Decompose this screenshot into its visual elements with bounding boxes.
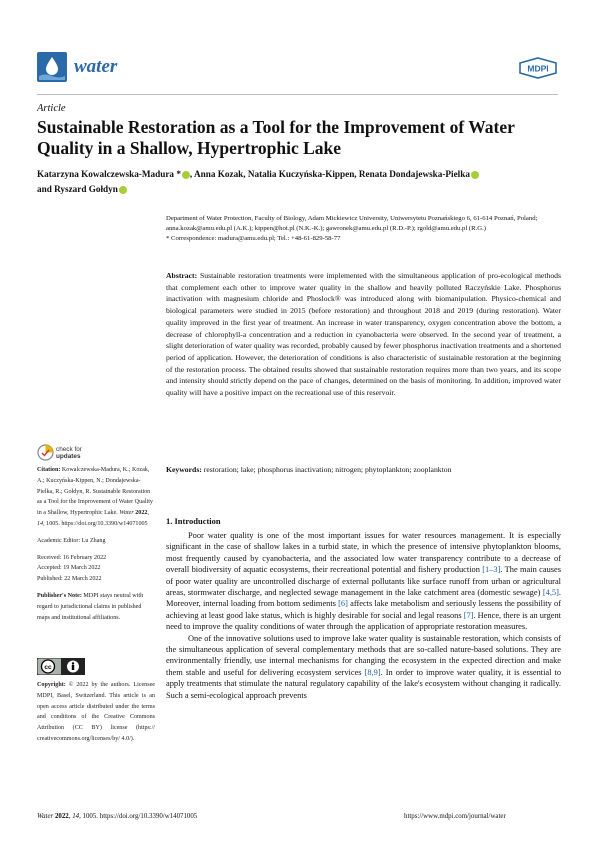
author-corresponding[interactable]: Katarzyna Kowalczewska-Madura * xyxy=(37,169,181,179)
publisher-note-text: MDPI stays neutral with regard to jurisdictional claims in published maps and institutional affiliations. xyxy=(37,592,144,621)
footer-doi[interactable]: , 1005. https://doi.org/10.3390/w14071005 xyxy=(79,813,198,820)
svg-text:MDPI: MDPI xyxy=(527,63,549,74)
orcid-icon[interactable] xyxy=(182,171,190,179)
water-journal-logo xyxy=(37,52,67,82)
orcid-icon[interactable] xyxy=(119,186,127,194)
header-divider xyxy=(37,94,558,95)
check-for-updates-button[interactable] xyxy=(56,446,82,460)
paragraph xyxy=(166,633,561,701)
orcid-icon[interactable] xyxy=(471,171,479,179)
article-title: Sustainable Restoration as a Tool for the Improvement of Water Quality in a Shallow, Hypertrophic Lake xyxy=(37,117,515,158)
svg-text:cc: cc xyxy=(44,664,52,671)
published-date: Published: 22 March 2022 xyxy=(37,576,102,583)
article-type: Article xyxy=(37,103,66,114)
footer-volume: 14 xyxy=(72,813,80,820)
affiliation-text: Department of Water Protection, Faculty of Biology, Adam Mickiewicz University, Uniwersytetu Poznańskiego 6, 61-614 Poznań, Poland; anna.kozak@amu.edu.pl (A.K.); kippen@hot.pl (N.K.-K.); gawronek@amu.edu.pl (R.D.-P.); rgold@amu.edu.pl (R.G.) xyxy=(166,215,538,232)
journal-name: water xyxy=(74,56,118,77)
publisher-note xyxy=(37,591,155,623)
citation-doi[interactable]: , 1005. https://doi.org/10.3390/w14071005 xyxy=(43,520,148,527)
footer-citation: Water 2022, 14, 1005. https://doi.org/10.3390/w14071005 xyxy=(37,813,198,820)
text-run: . Moreover, internal loading from bottom sediments xyxy=(166,588,561,609)
citation-volume: 14 xyxy=(37,520,44,527)
accepted-date: Accepted: 19 March 2022 xyxy=(37,565,101,572)
citation-year: 2022 xyxy=(135,510,148,517)
reference-link[interactable]: [7] xyxy=(463,610,474,620)
text-run: One of the innovative solutions used to improve lake water quality is sustainable restoration, which consists of the simultaneous application of several complementary methods that are so-called nature-based solutions. They are environmentally friendly, use internal mechanisms for changing the ecosystem in the expected direction and make them stable and useful for delivering ecosystem services xyxy=(166,633,561,677)
publisher-note-label: Publisher's Note: xyxy=(37,592,82,599)
correspondence: * Correspondence: madura@amu.edu.pl; Tel.: +48-61-829-58-77 xyxy=(166,234,341,242)
copyright-notice xyxy=(37,680,155,745)
reference-link[interactable]: [4,5] xyxy=(542,588,559,598)
footer-year: 2022 xyxy=(54,813,69,820)
text-run: . In order to improve water quality, it is essential to apply treatments that stimulate the natural regulatory capability of the lake's ecosystem without changing it radically. Such a semi-ecological approach prevents xyxy=(166,667,562,700)
reference-link[interactable]: [8,9] xyxy=(364,667,381,677)
author-list xyxy=(37,167,562,197)
footer-journal-url[interactable]: https://www.mdpi.com/journal/water xyxy=(404,813,506,820)
reference-link[interactable]: [6] xyxy=(338,599,348,609)
mdpi-logo[interactable] xyxy=(518,57,558,79)
copyright-text: © 2022 by the authors. Licensee MDPI, Basel, Switzerland. This article is an open access article distributed under the terms and conditions of the Creative Commons Attribution (CC BY) license (https:// creativecommons.org/licenses/by/ 4.0/). xyxy=(37,682,155,742)
text-run: . The main causes of poor water quality are uncontrolled discharge of external pollutants like surface runoff from urban or agricultural areas, stormwater discharge, and neglected sewage management in the lake catchment area (domestic sewage) xyxy=(166,565,561,598)
reference-link[interactable]: [1–3] xyxy=(482,565,501,575)
section-heading-introduction: 1. Introduction xyxy=(166,516,221,526)
received-date: Received: 16 February 2022 xyxy=(37,554,107,561)
abstract xyxy=(166,270,561,399)
text-run: affects lake metabolism and seriously lessens the possibility of achieving at least good lake status, which is highly desirable for social and legal reasons xyxy=(166,599,561,620)
introduction-body xyxy=(166,530,561,701)
keywords-label: Keywords: xyxy=(166,465,202,474)
citation-text: Kowalczewska-Madura, K.; Kozak, A.; Kuczyńska-Kippen, N.; Dondajewska-Pielka, R.; Gołdyn, R. Sustainable Restoration as a Tool for the Improvement of Water Quality in a Shallow, Hypertrophic Lake. xyxy=(37,467,153,517)
abstract-text: Sustainable restoration treatments were implemented with the simultaneous application of pro-ecological methods that complement each other to improve water quality in the shallow and heavily polluted Raczyńskie Lake. Phosphorus inactivation with magnesium chloride and Phoslock® was introduced along with biomanipulation. Physico-chemical and biological parameters were studied in 2015 (before restoration) and throughout 2018 and 2019 (during restoration). Water quality improved in the first year of treatment. An increase in water transparency, oxygen concentration above the bottom, a decrease of chlorophyll-a concentration and a reduction in cyanobacteria were observed. In the second year of treatment, a slight deterioration of water quality was recorded, probably caused by fewer phosphorus inactivation treatments and a shortened period of application. However, the deterioration of conditions is also characteristic of sustainable restoration at the beginning of the restoration process. The obtained results showed that sustainable restoration requires more than two years, and its scope and intensity should strictly depend on the pace of changes, determined on the basis of monitoring. In addition, improved water quality will have a positive impact on the recreational use of this reservoir. xyxy=(166,271,562,398)
author-names: , Anna Kozak, Natalia Kuczyńska-Kippen, Renata Dondajewska-Pielka xyxy=(189,169,470,179)
text-run: . Hence, there is an urgent need to improve the quality conditions of water through the application of appropriate restoration measures. xyxy=(166,610,561,632)
keywords xyxy=(166,464,561,475)
academic-editor: Academic Editor: Lu Zhang xyxy=(37,537,106,544)
citation-journal: Water xyxy=(119,510,134,517)
article-info-sidebar xyxy=(37,465,155,629)
check-for-updates-icon[interactable] xyxy=(37,444,54,461)
copyright-label: Copyright: xyxy=(37,682,66,688)
abstract-label: Abstract: xyxy=(166,271,198,280)
citation-label: Citation: xyxy=(37,467,61,473)
affiliations xyxy=(166,214,561,244)
text-run: Poor water quality is one of the most important issues for water resources management. It is especially significant in the case of shallow lakes in a turbid state, in which the presence of intensive phytoplankton blooms, most frequently caused by cyanobacteria, and the associated low water transparency contribute to a decrease of overall biodiversity of aquatic ecosystems, their recreational potential and fishery production xyxy=(166,531,561,575)
footer-journal: Water xyxy=(37,813,54,820)
check-updates-line1: check for xyxy=(56,446,82,453)
check-updates-line2: updates xyxy=(56,453,81,460)
cc-by-license-icon[interactable] xyxy=(37,658,85,675)
paragraph xyxy=(166,530,561,633)
citation: Citation: Kowalczewska-Madura, K.; Kozak, A.; Kuczyńska-Kippen, N.; Dondajewska-Pielka, R.; Gołdyn, R. Sustainable Restoration as a Tool for the Improvement of Water Quality in a Shallow, Hypertrophic Lake. Water 2022, 14, 1005. https://doi.org/10.3390/w14071005 xyxy=(37,467,153,527)
keywords-text: restoration; lake; phosphorus inactivation; nitrogen; phytoplankton; zooplankton xyxy=(203,465,452,474)
author-last: and Ryszard Gołdyn xyxy=(37,184,118,194)
